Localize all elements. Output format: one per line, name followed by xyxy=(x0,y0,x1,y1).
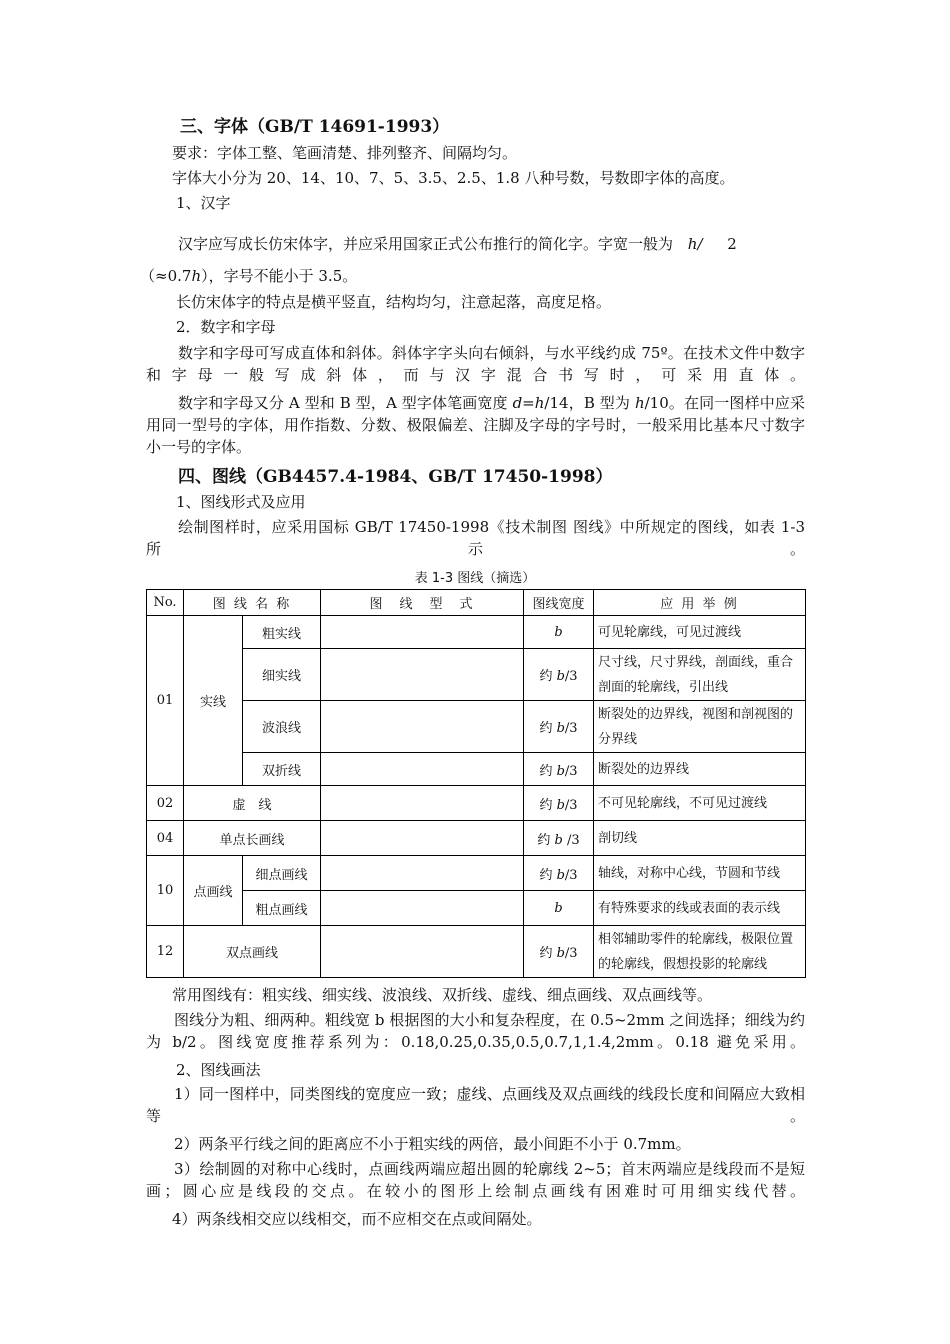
row-group: 实线 xyxy=(184,616,243,786)
table-row xyxy=(147,649,806,701)
line-form-sample xyxy=(321,856,524,891)
line-width: 约 b/3 xyxy=(524,649,594,701)
table-row xyxy=(147,821,806,856)
table-caption: 表 1-3 图线（摘选） xyxy=(414,571,536,586)
header-use: 应 用 举 例 xyxy=(594,590,806,616)
line-name: 粗实线 xyxy=(243,616,321,649)
subheading-drawing-rules: 2、图线画法 xyxy=(176,1061,261,1079)
line-forms-intro: 绘制图样时，应采用国标 GB/T 17450-1998《技术制图 图线》中所规定的图线，如表 1-3 所示。 xyxy=(146,518,805,558)
line-use: 断裂处的边界线 xyxy=(594,753,806,786)
header-form: 图 线 型 式 xyxy=(321,590,524,616)
section-4-title: 四、图线（GB4457.4-1984、GB/T 17450-1998） xyxy=(178,467,613,487)
line-width: 约 b/3 xyxy=(524,926,594,978)
type-ab-paragraph: 数字和字母又分 A 型和 B 型，A 型字体笔画宽度 d=h/14，B 型为 h/10。在同一图样中应采用同一型号的字体，用作指数、分数、极限偏差、注脚及字母的字号时，一般采用比基本尺寸数字小一号的字体。 xyxy=(146,394,805,456)
line-use: 相邻辅助零件的轮廓线，极限位置的轮廓线，假想投影的轮廓线 xyxy=(594,926,806,978)
line-form-sample xyxy=(321,891,524,926)
table-row xyxy=(147,786,806,821)
line-width: b xyxy=(524,891,594,926)
line-form-sample xyxy=(321,786,524,821)
row-group: 点画线 xyxy=(184,856,243,926)
line-name: 细实线 xyxy=(243,649,321,701)
line-use: 剖切线 xyxy=(594,821,806,856)
hanzi-paragraph-line2: （≈0.7h），字号不能小于 3.5。 xyxy=(140,267,358,285)
line-form-sample xyxy=(321,926,524,978)
header-no: No. xyxy=(147,590,184,616)
fangsong-features: 长仿宋体字的特点是横平竖直，结构均匀，注意起落，高度足格。 xyxy=(176,293,612,311)
rule-3: 3）绘制圆的对称中心线时，点画线两端应超出圆的轮廓线 2~5；首末两端应是线段而不是短画；圆心应是线段的交点。在较小的图形上绘制点画线有困难时可用细实线代替。 xyxy=(146,1160,805,1200)
line-use: 断裂处的边界线，视图和剖视图的分界线 xyxy=(594,701,806,753)
section-3-title: 三、字体（GB/T 14691-1993） xyxy=(180,117,450,137)
line-name: 波浪线 xyxy=(243,701,321,753)
line-width: 约 b/3 xyxy=(524,856,594,891)
header-width: 图线宽度 xyxy=(524,590,594,616)
subheading-line-forms: 1、图线形式及应用 xyxy=(176,493,306,511)
hanzi-paragraph-line1: 汉字应写成长仿宋体字，并应采用国家正式公布推行的简化字。字宽一般为 h/ 2 xyxy=(178,235,737,253)
line-form-sample xyxy=(321,753,524,786)
line-name: 虚 线 xyxy=(184,786,321,821)
line-name: 单点长画线 xyxy=(184,821,321,856)
line-name: 双点画线 xyxy=(184,926,321,978)
line-form-sample xyxy=(321,616,524,649)
line-types-table xyxy=(146,589,806,978)
line-width: b xyxy=(524,616,594,649)
row-no: 02 xyxy=(147,786,184,821)
line-use: 可见轮廓线，可见过渡线 xyxy=(594,616,806,649)
font-sizes: 字体大小分为 20、14、10、7、5、3.5、2.5、1.8 八种号数，号数即字体的高度。 xyxy=(172,169,735,187)
rule-2: 2）两条平行线之间的距离应不小于粗实线的两倍，最小间距不小于 0.7mm。 xyxy=(174,1135,691,1153)
line-width: 约 b/3 xyxy=(524,701,594,753)
row-no: 04 xyxy=(147,821,184,856)
line-form-sample xyxy=(321,649,524,701)
line-use: 不可见轮廓线，不可见过渡线 xyxy=(594,786,806,821)
table-row xyxy=(147,926,806,978)
line-use: 轴线，对称中心线，节圆和节线 xyxy=(594,856,806,891)
line-width: 约 b/3 xyxy=(524,786,594,821)
line-width: 约 b /3 xyxy=(524,821,594,856)
common-lines: 常用图线有：粗实线、细实线、波浪线、双折线、虚线、细点画线、双点画线等。 xyxy=(172,986,713,1004)
line-width: 约 b/3 xyxy=(524,753,594,786)
subheading-hanzi: 1、汉字 xyxy=(176,194,231,212)
table-row xyxy=(147,753,806,786)
table-row xyxy=(147,891,806,926)
row-no: 10 xyxy=(147,856,184,926)
rule-4: 4）两条线相交应以线相交，而不应相交在点或间隔处。 xyxy=(172,1210,542,1228)
line-name: 细点画线 xyxy=(243,856,321,891)
row-no: 12 xyxy=(147,926,184,978)
line-name: 双折线 xyxy=(243,753,321,786)
line-thickness: 图线分为粗、细两种。粗线宽 b 根据图的大小和复杂程度，在 0.5~2mm 之间选择；细线为约为 b/2。图线宽度推荐系列为：0.18,0.25,0.35,0.5,0.7,1,1.4,2mm。0.18 避免采用。 xyxy=(146,1011,805,1051)
line-name: 粗点画线 xyxy=(243,891,321,926)
line-use: 有特殊要求的线或表面的表示线 xyxy=(594,891,806,926)
table-row xyxy=(147,856,806,891)
italic-paragraph: 数字和字母可写成直体和斜体。斜体字字头向右倾斜，与水平线约成 75º。在技术文件中数字和字母一般写成斜体，而与汉字混合书写时，可采用直体。 xyxy=(146,344,805,384)
rule-1: 1）同一图样中，同类图线的宽度应一致；虚线、点画线及双点画线的线段长度和间隔应大致相等。 xyxy=(146,1085,805,1125)
table-header-row xyxy=(147,590,806,616)
subheading-digits-letters: 2．数字和字母 xyxy=(176,318,276,336)
header-name: 图 线 名 称 xyxy=(184,590,321,616)
font-requirements: 要求：字体工整、笔画清楚、排列整齐、间隔均匀。 xyxy=(172,144,518,162)
line-form-sample xyxy=(321,701,524,753)
table-row xyxy=(147,701,806,753)
line-use: 尺寸线，尺寸界线，剖面线，重合剖面的轮廓线，引出线 xyxy=(594,649,806,701)
line-form-sample xyxy=(321,821,524,856)
row-no: 01 xyxy=(147,616,184,786)
table-row xyxy=(147,616,806,649)
